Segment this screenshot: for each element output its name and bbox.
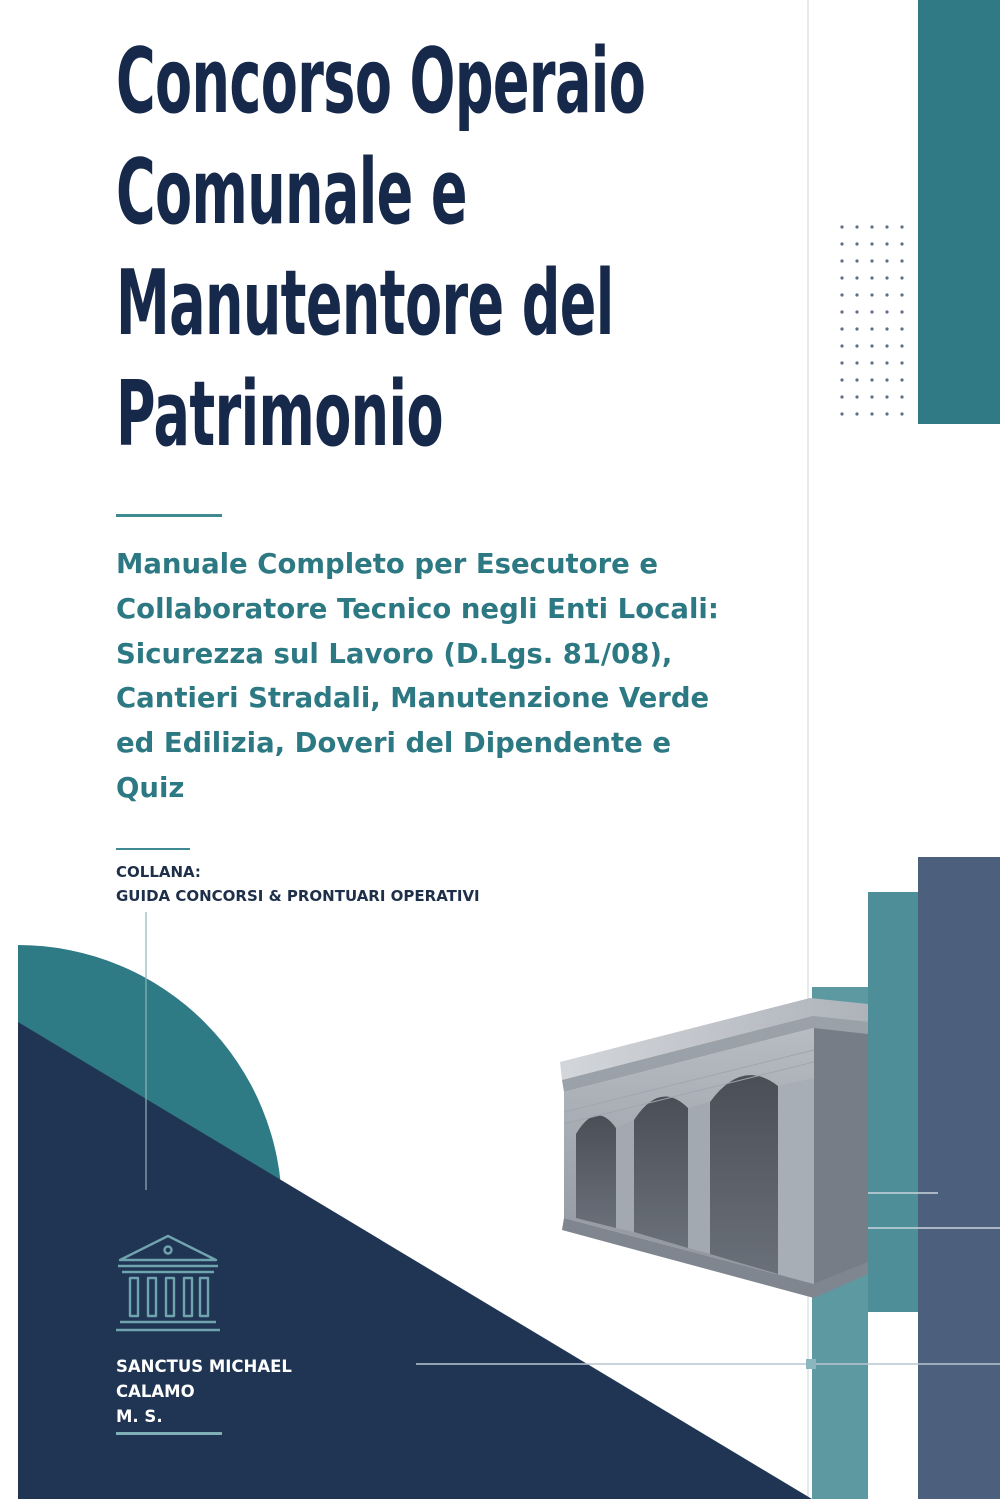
book-title-line-2: Comunale e: [116, 140, 467, 245]
author-line-3: M. S.: [116, 1407, 163, 1426]
book-author: [116, 1354, 292, 1429]
series-name: GUIDA CONCORSI & PRONTUARI OPERATIVI: [116, 887, 480, 905]
dot-grid: [840, 225, 903, 415]
classical-building-icon: [112, 1232, 224, 1334]
stone-arcade-illustration: [552, 992, 912, 1322]
subtitle-line-5: ed Edilizia, Doveri del Dipendente e: [116, 727, 671, 760]
book-title-line-3: Manutentore del: [116, 251, 614, 356]
subtitle-line-4: Cantieri Stradali, Manutenzione Verde: [116, 682, 710, 715]
subtitle-line-2: Collaboratore Tecnico negli Enti Locali:: [116, 592, 719, 625]
book-subtitle: [116, 542, 796, 811]
subtitle-line-1: Manuale Completo per Esecutore e: [116, 548, 659, 580]
author-line-2: CALAMO: [116, 1382, 195, 1401]
book-title-line-4: Patrimonio: [116, 362, 443, 467]
series-rule: [116, 848, 190, 850]
title-underline: [116, 514, 222, 517]
author-underline: [116, 1432, 222, 1435]
accent-square: [806, 1359, 816, 1369]
subtitle-line-3: Sicurezza sul Lavoro (D.Lgs. 81/08),: [116, 637, 673, 670]
author-line-1: SANCTUS MICHAEL: [116, 1357, 292, 1376]
right-slate-panel: [918, 857, 1000, 1499]
subtitle-line-6: Quiz: [116, 771, 185, 804]
series-label: COLLANA:: [116, 863, 201, 881]
top-right-teal-block: [918, 0, 1000, 424]
book-series: [116, 860, 480, 908]
book-title: [116, 26, 646, 470]
book-title-line-1: Concorso Operaio: [116, 29, 646, 134]
